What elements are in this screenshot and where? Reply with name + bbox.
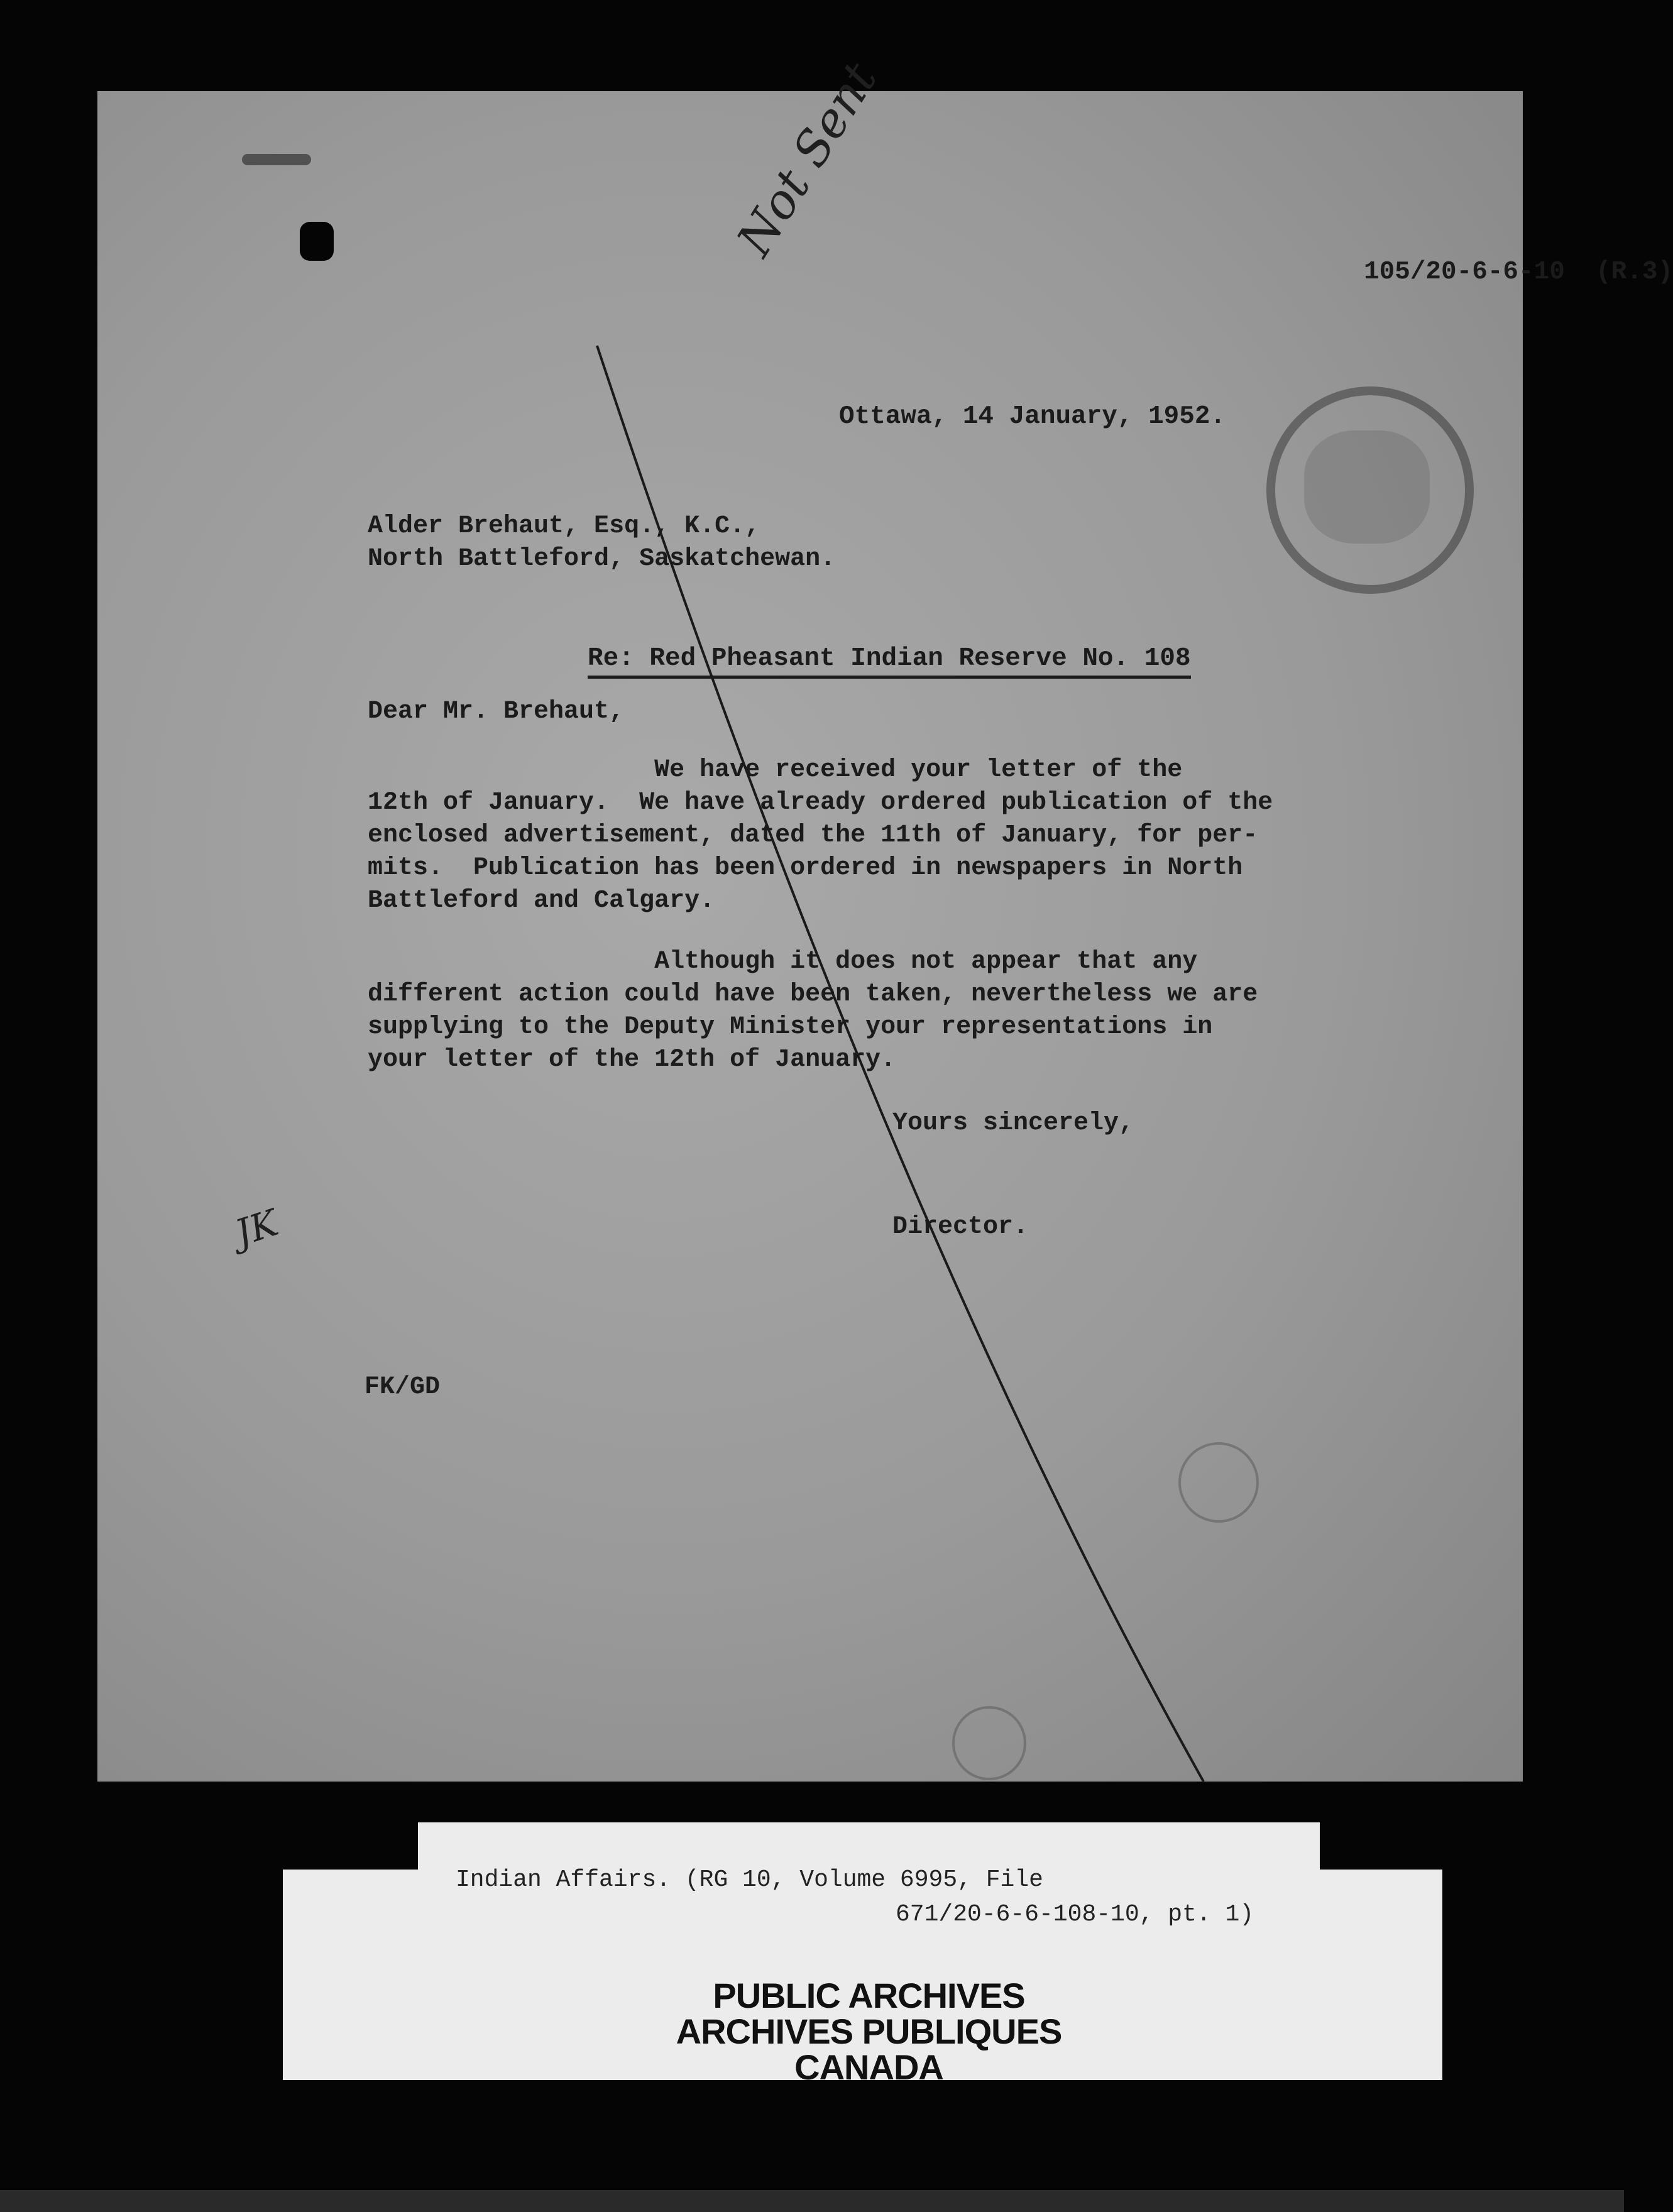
cancellation-line	[97, 91, 1523, 1782]
handwritten-not-sent: Not Sent	[726, 52, 888, 266]
subject-line: Re: Red Pheasant Indian Reserve No. 108	[588, 644, 1191, 679]
handwritten-initials: JK	[230, 1201, 283, 1255]
archives-country: CANADA	[794, 2047, 943, 2087]
label-tab-right	[1314, 1870, 1442, 2080]
dateline: Ottawa, 14 January, 1952.	[839, 402, 1226, 431]
file-reference: 105/20-6-6-10 (R.3)	[1364, 258, 1673, 287]
closing: Yours sincerely,	[892, 1109, 1134, 1137]
scan-bottom-edge	[0, 2190, 1624, 2212]
recipient-location: North Battleford, Saskatchewan.	[368, 545, 836, 573]
body-paragraph-2: Although it does not appear that any different action could have been taken, nevertheless we are supplying to the Deputy Minister your representations in your letter of the 12th of January.	[368, 948, 1258, 1074]
label-tab-left	[283, 1870, 427, 2080]
body-paragraph-1: We have received your letter of the 12th of January. We have already ordered publication of the enclosed advertisement, dated the 11th of January, for per- mits. Publication has been ordered in newspapers in North Battleford and Calgary.	[368, 756, 1273, 915]
archive-citation-line-2: 671/20-6-6-108-10, pt. 1)	[896, 1901, 1254, 1928]
salutation: Dear Mr. Brehaut,	[368, 698, 625, 726]
typist-initials: FK/GD	[365, 1373, 441, 1401]
archives-title-en: PUBLIC ARCHIVES	[713, 1976, 1025, 2015]
archive-citation-line-1: Indian Affairs. (RG 10, Volume 6995, File	[456, 1866, 1043, 1893]
recipient-name: Alder Brehaut, Esq., K.C.,	[368, 512, 760, 540]
archive-label	[418, 1822, 1320, 2087]
signer-title: Director.	[892, 1213, 1029, 1241]
archives-title-fr: ARCHIVES PUBLIQUES	[676, 2012, 1062, 2051]
letter-page	[97, 52, 1673, 1782]
